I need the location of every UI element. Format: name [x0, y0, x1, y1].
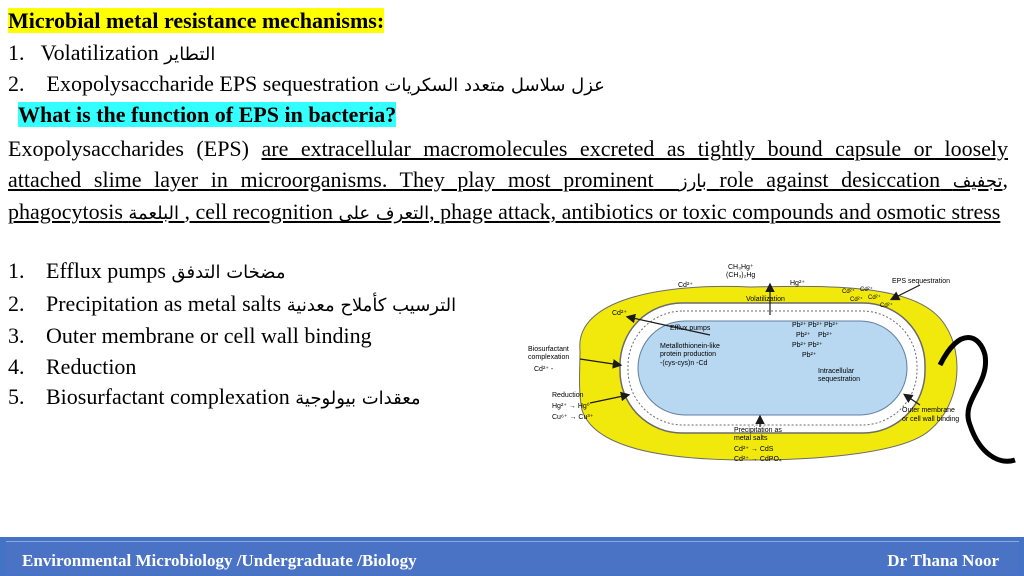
item-text: Precipitation as metal salts	[46, 290, 282, 316]
para-arabic: بارز	[678, 170, 707, 192]
slide-title	[8, 9, 384, 33]
cd-top-label: Cd²⁺	[678, 282, 693, 289]
metallothionein-label: Metallothionein-like	[660, 343, 720, 350]
cdpo4-label: Cd²⁺ → CdPO₄	[734, 456, 782, 463]
pb-cluster	[786, 317, 850, 371]
item-number: 3.	[8, 323, 25, 348]
pb-ion: Pb²⁺	[796, 332, 811, 339]
list-item	[8, 321, 456, 352]
question-heading	[18, 103, 396, 127]
precipitation-label: Precipitation as	[734, 427, 782, 434]
cd-complex-label: Cd²⁺ -	[534, 366, 554, 373]
intracellular-label: sequestration	[818, 376, 861, 383]
pb-ion: Pb²⁺	[792, 342, 807, 349]
item-text: Efflux pumps	[46, 258, 166, 283]
item-number: 1.	[8, 258, 25, 283]
item-arabic: الترسيب كأملاح معدنية	[286, 294, 457, 316]
metal-resistance-diagram	[520, 255, 1020, 530]
item-arabic: عزل سلاسل متعدد السكريات	[384, 75, 605, 96]
pb-ion: Pb²⁺	[808, 322, 823, 329]
mechanism-item-2	[8, 72, 605, 98]
item-arabic: التطاير	[164, 44, 216, 65]
list-item	[8, 256, 456, 289]
footer-inner	[6, 541, 1019, 575]
list-item	[8, 289, 456, 322]
outer-membrane-label: or cell wall binding	[902, 416, 960, 423]
item-arabic: معقدات بيولوجية	[295, 388, 421, 409]
eps-paragraph	[8, 134, 1008, 230]
metallothionein-label: -(cys-cys)n -Cd	[660, 360, 708, 367]
pb-ion: Pb²⁺	[792, 322, 807, 329]
list-item	[8, 382, 456, 415]
mechanism-item-1	[8, 41, 215, 67]
list-item	[8, 352, 456, 383]
hg-reduction-label: Hg²⁺ → Hg⁰	[552, 403, 590, 410]
cd-ion: Cd²⁺	[850, 297, 863, 303]
intracellular-label: Intracellular	[818, 368, 855, 375]
outer-membrane-label: Outer membrane	[902, 407, 955, 414]
item-arabic: مضخات التدفق	[171, 262, 286, 283]
reduction-label: Reduction	[552, 392, 584, 399]
para-part: , cell recognition	[184, 199, 333, 224]
item-text: Outer membrane or cell wall binding	[46, 323, 372, 348]
title-text: Microbial metal resistance mechanisms:	[8, 8, 385, 33]
item-number: 5.	[8, 384, 25, 409]
item-text: Volatilization	[40, 40, 159, 65]
cu-reduction-label: Cu⁶⁺ → Cu³⁺	[552, 414, 594, 421]
cytoplasm	[638, 321, 907, 415]
ch32hg-label: (CH₃)₂Hg	[726, 272, 756, 279]
item-text: Biosurfactant complexation	[46, 384, 290, 409]
item-number: 2.	[8, 290, 25, 316]
cd-ion: Cd²⁺	[842, 289, 855, 295]
eps-arrow	[892, 285, 920, 299]
para-arabic: التعرف على	[338, 203, 430, 224]
para-part: , phagocytosis	[8, 166, 1008, 224]
para-part: , phage attack, antibiotics or toxic compounds and osmotic stress	[429, 199, 1001, 224]
metallothionein-label: protein production	[660, 351, 717, 358]
para-arabic: تجفيف	[952, 170, 1003, 192]
item-text: Reduction	[46, 353, 137, 379]
para-part: role against desiccation	[719, 166, 941, 192]
para-arabic: البلعمة	[128, 203, 180, 224]
pb-ion: Pb²⁺	[824, 322, 839, 329]
question-text: What is the function of EPS in bacteria?	[18, 102, 397, 127]
ch3hg-label: CH₃Hg⁺	[728, 264, 754, 271]
biosurfactant-label: Biosurfactant	[528, 346, 569, 353]
para-part: are extracellular macromolecules excreted as tightly bound capsule or loosely attached slime layer in microorganisms. They play most prominent	[8, 136, 1009, 192]
eps-sequestration-label: EPS sequestration	[892, 278, 950, 285]
mechanism-list	[8, 256, 456, 415]
para-part: Exopolysaccharides (EPS)	[8, 136, 249, 161]
item-number: 1.	[8, 40, 25, 65]
footer-author: Dr Thana Noor	[887, 551, 999, 570]
efflux-pumps-label: Efflux pumps	[670, 325, 711, 332]
item-number: 2.	[8, 71, 25, 96]
cds-label: Cd²⁺ → CdS	[734, 446, 774, 453]
footer-bar	[0, 537, 1024, 576]
pb-ion: Pb²⁺	[818, 332, 833, 339]
pb-ion: Pb²⁺	[802, 352, 817, 359]
cd-left-label: Cd²⁺	[612, 310, 627, 317]
item-number: 4.	[8, 353, 25, 379]
item-text: Exopolysaccharide EPS sequestration	[46, 71, 379, 96]
hg-top-label: Hg²⁺	[790, 280, 805, 287]
complexation-label: complexation	[528, 354, 570, 361]
cd-ion: Cd²⁺	[880, 303, 893, 309]
cd-ion: Cd²⁺	[860, 287, 873, 293]
footer-course: Environmental Microbiology /Undergraduate /Biology	[22, 551, 417, 570]
volatilization-label: Volatilization	[746, 296, 785, 303]
pb-ion: Pb²⁺	[808, 342, 823, 349]
precipitation-label: metal salts	[734, 435, 768, 442]
cd-ion: Cd²⁺	[868, 295, 881, 301]
